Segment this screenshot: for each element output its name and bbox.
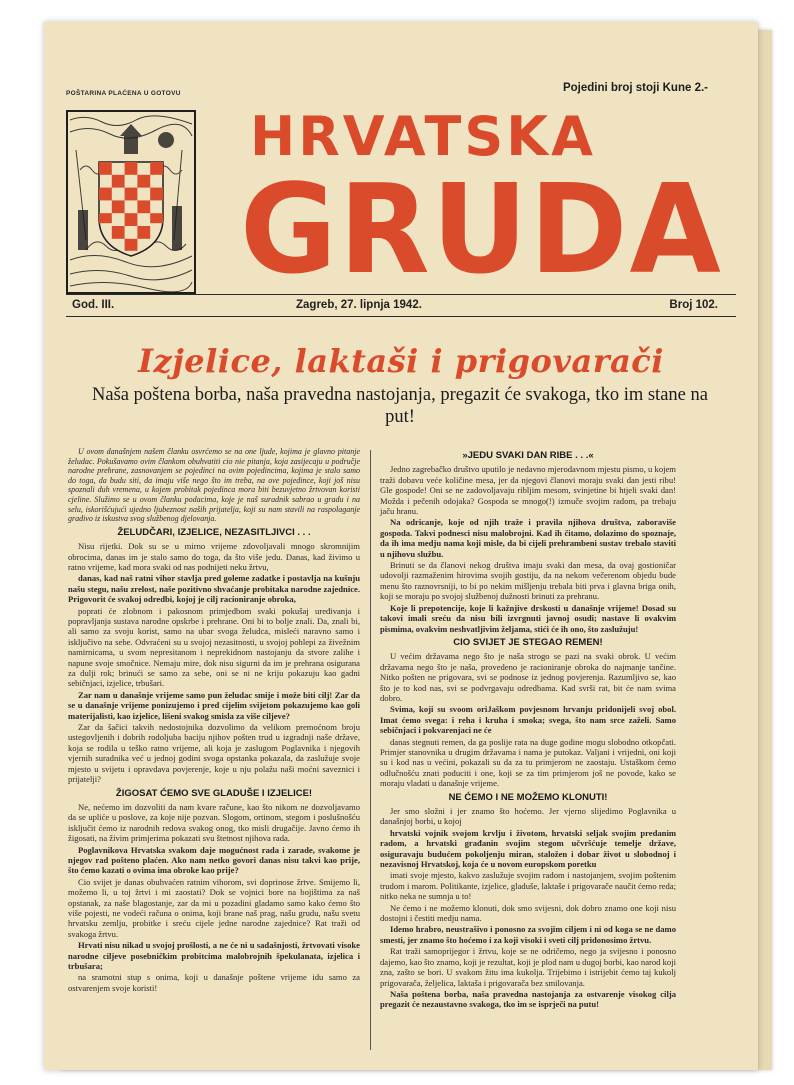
paragraph: Ne ćemo i ne možemo klonuti, dok smo svijesni, dok dobro znamo one koji nisu dostojni i čestiti medju nama. xyxy=(380,902,676,924)
paragraph: Zar da šačici takvih nedostojnika dozvolimo da velikom premoćnom broju ustegovljenih i dobrih rodoljuba baciju njihov pošten trud u izgradnji naše države, koja se rodila u teško ratno vrijeme, ali koja je zaslugom Poglavnika i njegovih vjernih suradnika već u jednoj godini svoga opstanka pokazala, da zaslužuje svoje mjesto u svijetu i opravdava povjerenje, koje u nju polažu naši moćni saveznici i prijatelji? xyxy=(68,722,360,785)
masthead-title-gruda: GRUDA xyxy=(240,157,723,302)
column-divider xyxy=(370,450,371,1050)
postage-note: POŠTARINA PLAĆENA U GOTOVU xyxy=(66,90,181,97)
right-column xyxy=(380,447,676,1011)
sub-headline: Naša poštena borba, naša pravedna nastojanja, pregazit će svakoga, tko im stane na put! xyxy=(92,385,708,427)
left-column xyxy=(68,447,360,994)
section-heading: »JEDU SVAKI DAN RIBE . . .« xyxy=(462,450,594,461)
paragraph: hrvatski vojnik svojom krvlju i životom, hrvatski seljak svojim predanim radom, a hrvatski građanin svojim stegom učvršćuje temelje države, osiguravaju budućem pokoljenju miran, staložen i dobar život u slobodnoj i nezavisnoj Hrvatskoj, koja će u novom europskom poretku xyxy=(380,827,676,870)
paragraph: Jer smo složni i jer znamo što hoćemo. Jer vjerno slijedimo Poglavnika u današnjoj borbi, u kojoj xyxy=(380,806,676,827)
issue-date: Zagreb, 27. lipnja 1942. xyxy=(296,299,422,311)
section-heading: CIO SVIJET JE STEGAO REMEN! xyxy=(453,636,603,648)
section-heading: NE ĆEMO I NE MOŽEMO KLONUTI! xyxy=(448,791,608,803)
paragraph: Cio svijet je danas obuhvaćen ratnim vihorom, svi doprinose žrtve. Smijemo li, možemo li, u toj žrtvi i mi zaostati? Dok se vojnici bore na bojištima za naš opstanak, za naše blagostanje, zar da mi u pozadini gladamo samo kako ćemo što više pojesti, ne vodeći računa o onima, koji brane naš prag, našu grudu, našu svetu hrvatsku zemlju, probitke i sreću cijele jedne narodne zajednice? Rat traži od svakoga žrtvu. xyxy=(68,876,360,939)
price-note: Pojedini broj stoji Kune 2.- xyxy=(562,82,708,94)
paragraph: Idemo hrabro, neustrašivo i ponosno za svojim ciljem i ni od koga se ne damo smesti, jer znamo što hoćemo i za koji visoki i sveti cilj pridonosimo žrtvu. xyxy=(380,924,676,945)
paragraph: Rat traži samoprijegor i žrtvu, koje se ne odričemo, nego ja svijesno i ponosno dajemo, kao što znamo, koji je rezultat, koji je plod nam u dugoj borbi, kao narod koji zna, zašto se bori. U svakom žitu ima kukolja. Trijebimo i istrijebit ćemo taj kukolj prigovarača, željelica, laktaša i prigovarača bez smilovanja. xyxy=(380,946,676,988)
issue-number: Broj 102. xyxy=(669,299,718,311)
paragraph: imati svoje mjesto, kakvo zaslužuje svojim radom i nastojanjem, svojim poštenim trudom i marom. Politikante, izjelice, gladuše, laktaše i prigovarače naučit ćemo reda; nitko neka ne sumnja u to! xyxy=(380,870,676,902)
coat-of-arms-emblem xyxy=(66,110,196,294)
paragraph: Nisu rijetki. Dok su se u mirno vrijeme zdovoljavali mnogo skromnijim obrocima, danas im je stalo samo do toga, da što više jedu. Danas, kad živimo u ratno vrijeme, kad mora svaki od nas podnijeti neku žrtvu, xyxy=(68,541,360,572)
intro-paragraph: U ovom današnjem našem članku osvrćemo se na one ljude, kojima je glavno pitanje želudac. Pokušavamo ovim člankom obuhvatiti cio nie pitanja, koja zasijecaju u područje narodne prehrane, zasnovanjem se pojedinci na ovim pojedincima, kojima je stalo samo do toga, da budu siti, da imaju više nego što im treba, na ove pojedince, koji još nisu spoznali duh vremena, u kojem probitak pojedinca mora biti bezuvjetno žrtvovan koristi cjeline. Služimo se u ovom članku podacima, koje je naš suradnik sabrao u gradu i na selu, iskorišćujući ujedno ljubeznost naših prijatelja, koji su nam stavili na raspolaganje gradivo iz iskustva svog službenog djelovanja. xyxy=(68,447,360,524)
paragraph: Na odricanje, koje od njih traže i pravila njihova društva, zaboraviše gospoda. Takvi podnesci nisu malobrojni. Kad ih čitamo, dolazimo do spoznaje, da ih ima medju nama koji misle, da bi cijeli prehrambeni sustav trebalo staviti u njihovu službu. xyxy=(380,517,676,559)
paragraph: danas, kad naš ratni vihor stavlja pred goleme zadatke i postavlja na kušnju našu stegu, našu zrelost, naše pozitivno shvaćanje probitaka narodne zajednice. Prigovorit će svakoj odredbi, kojoj je cilj racioniranje obroka, xyxy=(68,573,360,605)
masthead-top-rule xyxy=(66,294,736,295)
paragraph: Zar nam u današnje vrijeme samo pun želudac smije i može biti cilj! Zar da se u današnje vrijeme ponizujemo i pred cijelim svijetom pokazujemo kao goli materijalisti, kao izjelice, lišeni svakog smisla za više ciljeve? xyxy=(68,689,360,721)
paragraph: Jedno zagrebačko društvo uputilo je nedavno mjerodavnom mjestu pismo, u kojem traži dobavu veće količine mesa, jer da njegovi članovi moraju svaki dan jesti ribu! Gle gospode! Oni se ne zadovoljavaju ribljim mesom, svinjetine bi htjeli svaki dan! Možda i pečenih odojaka? Gospoda se mnogo(!) izmuče svojim radom, pa trebaju jaču hranu. xyxy=(380,464,676,517)
section-heading: ŽELUDČARI, IZJELICE, NEZASITLJIVCI . . . xyxy=(117,526,311,538)
masthead-title-hrvatska: HRVATSKA xyxy=(250,105,596,168)
paragraph: U većim državama nego što je naša strogo se pazi na svaki obrok. U većim državama nego što je naša, provedeno je racioniranje obroka do najmanje tančine. Nitko pošten ne prigovara, svi se podnose iz jednog povjerenja. Razumljivo se, kao što je to kod nas, svi se podvrgavaju odredbama. Kad svrši rat, bit će nam svima dobro. xyxy=(380,651,676,703)
paragraph: Koje li prepotencije, koje li kažnjive drskosti u današnje vrijeme! Dosad su takovi imali sreću da nisu bili izvrgnuti javnoj osudi; nastave li ovakvim pismima, ovakvim neshvatljivim željama, stići će ih ono, što zaslužuju! xyxy=(380,602,676,634)
paragraph: danas stegnuti remen, da ga poslije rata na duge godine mogu slobodno otkopčati. Primjer stanovnika u drugim državama i nama je putokaz. Valjani i vrijedni, oni koji su i kod nas u većini, pokazali su da za tu primjerom ne zaostaju. Ustaškom ćemo odlučnošću znati poduciti i one, koji se za tim primjerom još ne povode, kako se moraju vladati u današnje vrijeme. xyxy=(380,736,676,789)
paragraph: na sramotni stup s onima, koji u današnje poštene vrijeme idu samo za ostvarenjem svoje koristi! xyxy=(68,972,360,993)
paragraph: Brinuti se da članovi nekog društva imaju svaki dan mesa, da ovaj gostioničar udovolji razmaženim hirovima svojih gostiju, da na nekom večerenom objedu bude menu što raznovrsniji, to bi po nekim mišljenju trebala biti prva i glavna briga onih, koji se moraju po svojoj službenoj dužnosti brinuti za prehranu. xyxy=(380,560,676,602)
paragraph: Svima, koji su svoom oriJaškom povjesnom hrvanju pridonijeli svoj obol. Imat ćemo svega: i reha i kruha i smoka; svega, što nam srce zaželi. Samo sebičnjaci i pokvarenjaci ne će xyxy=(380,704,676,736)
masthead-bottom-rule xyxy=(66,316,736,317)
paragraph: Hrvati nisu nikad u svojoj prošlosti, a ne će ni u sadašnjosti, žrtvovati visoke narodne ciljeve posebničkim probitcima malobrojnih špekulanata, izjelica i trbušara; xyxy=(68,940,360,971)
volume-year: God. III. xyxy=(72,299,115,311)
newspaper-page xyxy=(44,22,758,1070)
main-headline: Izjelice, laktaši i prigovarači xyxy=(138,342,664,380)
paragraph: Naša poštena borba, naša pravedna nastojanja za ostvarenje visokog cilja pregazit će nezaustavno svakoga, tko im se isprječi na putu! xyxy=(380,988,676,1010)
paragraph: Ne, nećemo im dozvoliti da nam kvare račune, kao što nikom ne dozvoljavamo da se upliće u poslove, za koje nije pozvan. Slogom, ortinom, stegom i poslušnošću isključit ćemo iz narodnih redova svakog onog, tko misli drugačije. Javno ćemo ih žigosati, na živim primjerima pokazati svu štetnost njihova rada. xyxy=(68,801,360,844)
paragraph: Poglavnikova Hrvatska svakom daje mogućnost rada i zarade, svakome je njegov rad pošteno plaćen. Ako nam netko govori danas nisu takvi kao prije, što ćemo kazati o ovima ima obroke kao prije? xyxy=(68,844,360,876)
section-heading: ŽIGOSAT ĆEMO SVE GLADUŠE I IZJELICE! xyxy=(115,787,313,799)
paragraph: poprati će zlobnom i pakosnom primjedbom svaki pokušaj uređivanja i popravljanja sustava narodne opskrbe i prehrane. Oni bi to bolje znali. Da, znali bi, ali samo za svoju korist, samo na ubar svoga želudca, misleći naravno samo i isključivo na sebe. Odvraćeni su u svojoj nezasitnosti, u svojoj pohlepi za živežnim namirnicama, u svom nepresitanom i neprekidnom nastojanju da stvore zalihe i napune svoje smočnice. Nemaju mire, dok nisu sigurni da im je prehrana osigurana za dulji rok; brinući se samo za sebe, oni se ni ne kriju pokazuju kao gadni sebičnjaci, izjelice, trbušari. xyxy=(68,605,360,689)
